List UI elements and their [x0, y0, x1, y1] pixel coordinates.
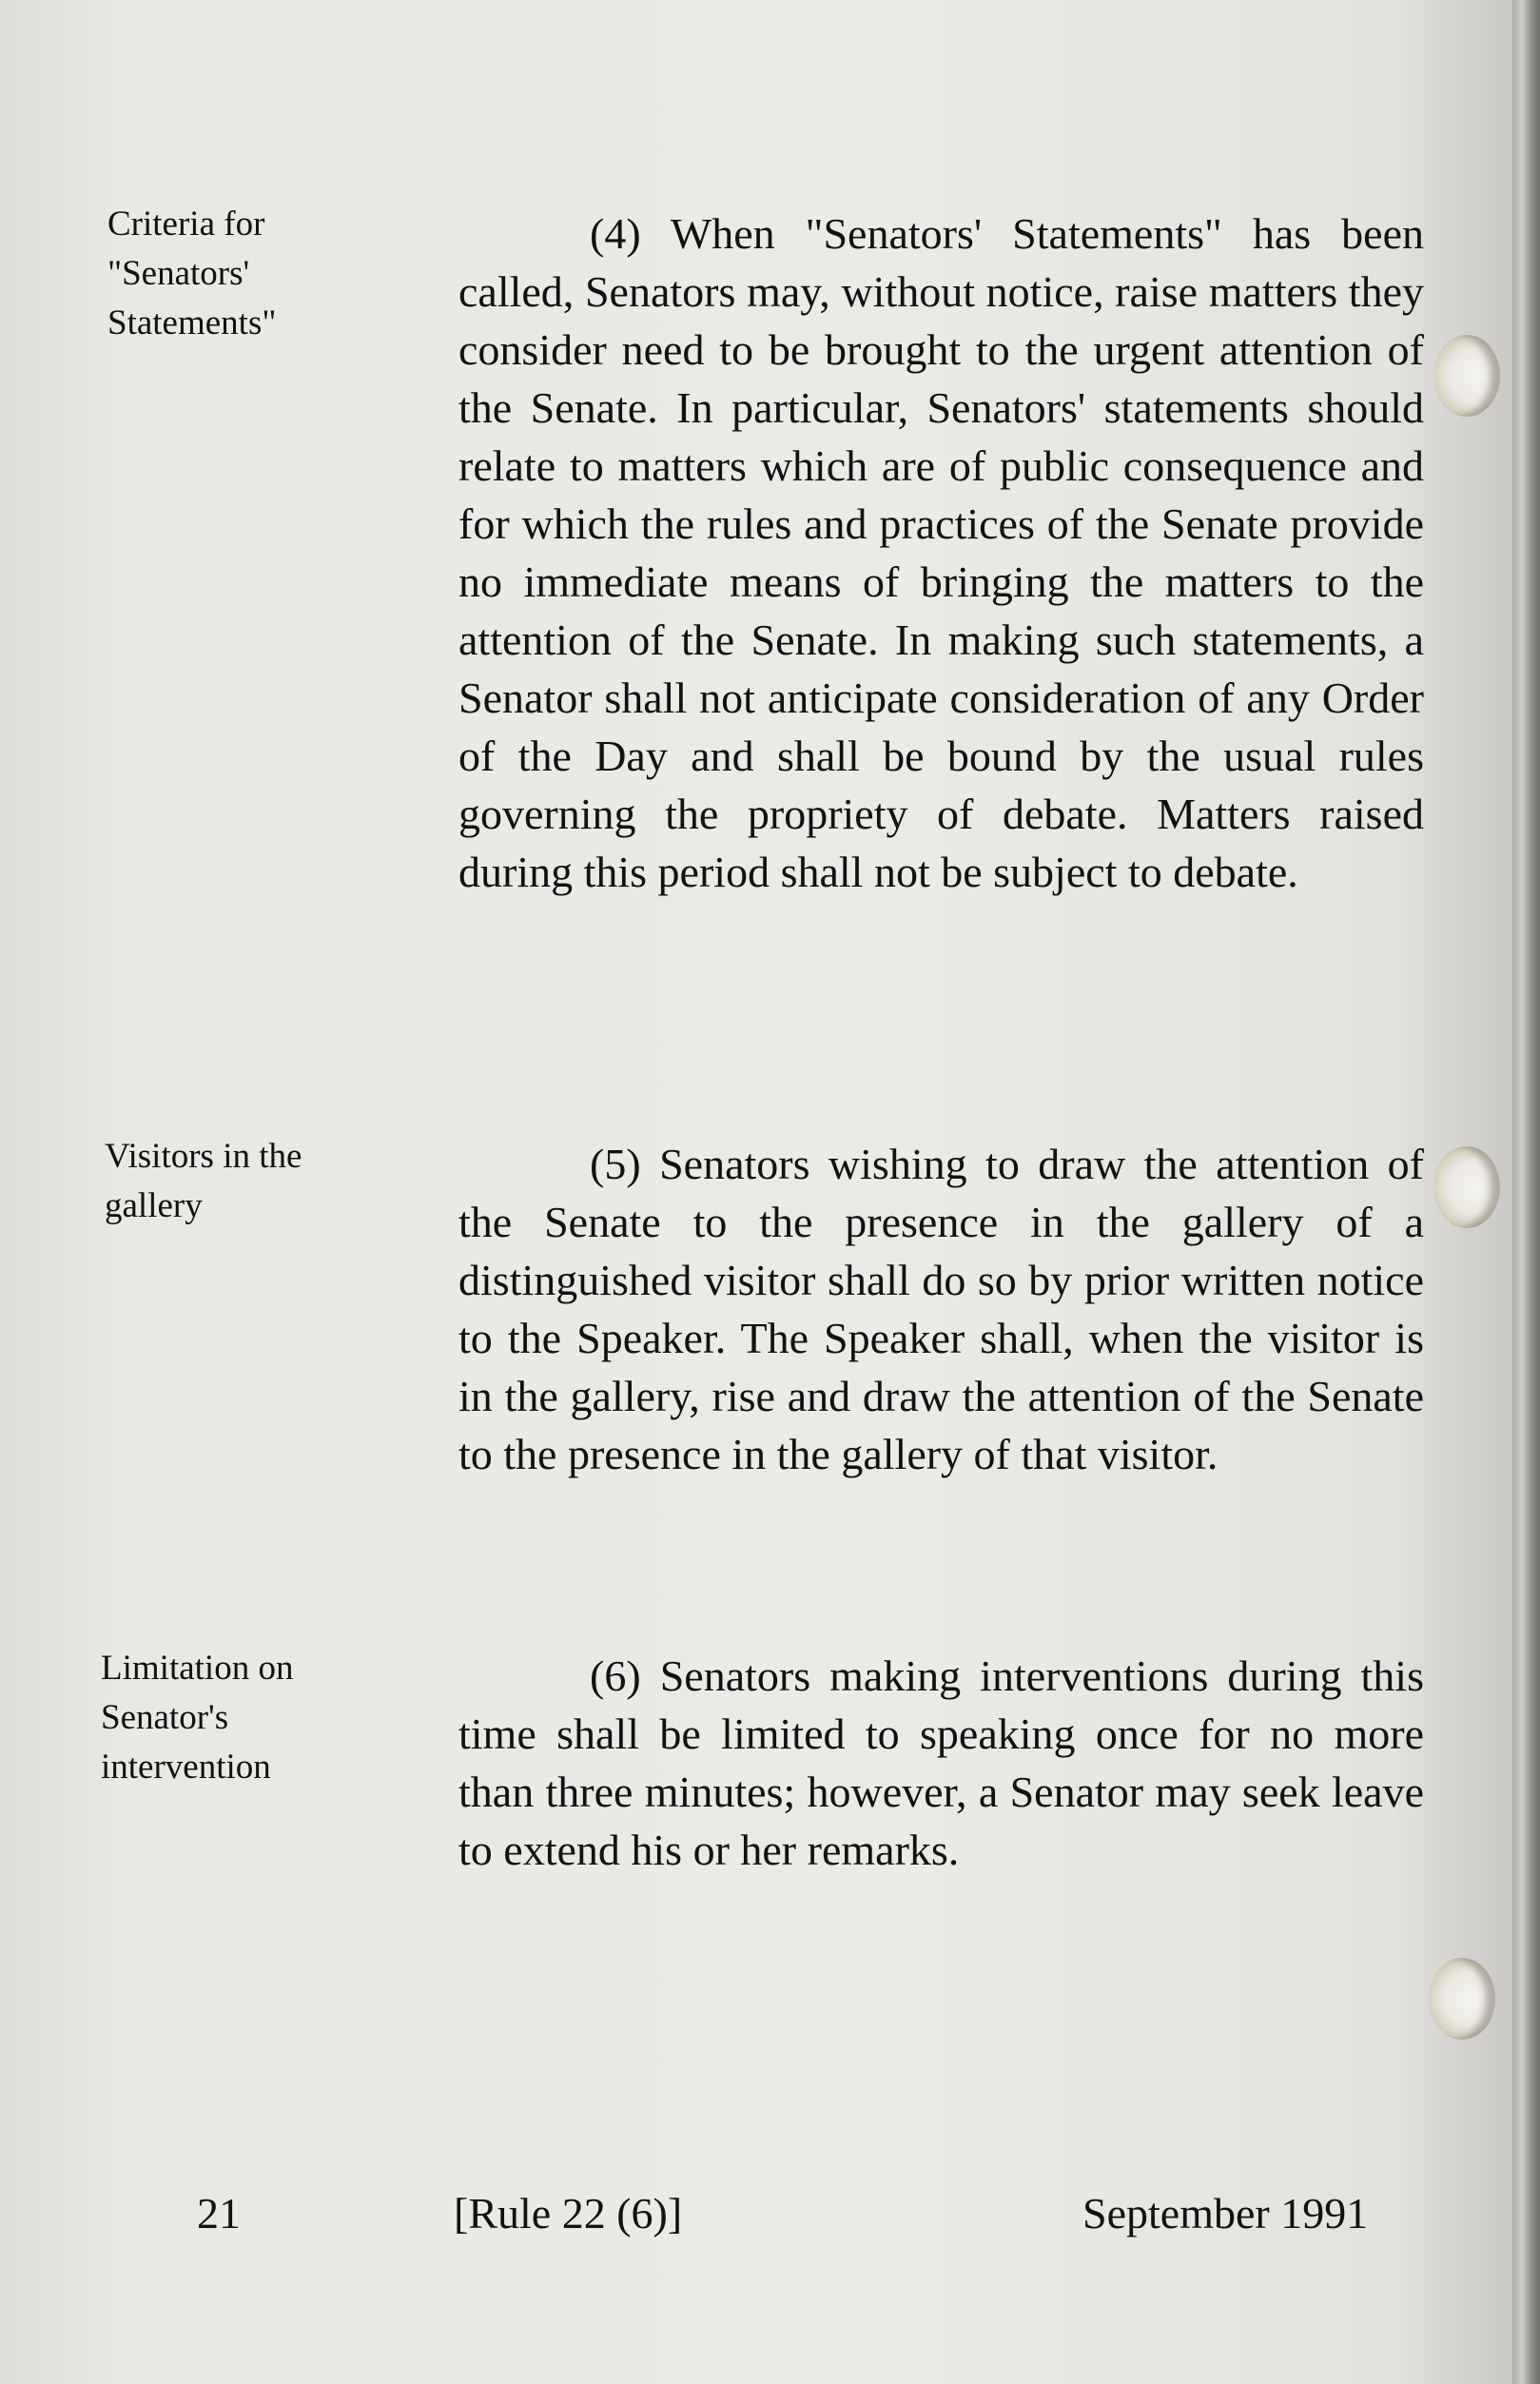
rule-reference: [Rule 22 (6)]: [454, 2189, 683, 2237]
paragraph-text: Senators wishing to draw the attention of the Senate to the presence in the gallery of a distinguished visitor shall do so by prior written notice to the Speaker. The Speaker shall, when the visitor is in the gallery, rise and draw the attention of the Senate to the presence in the gallery of that visitor.: [458, 1140, 1424, 1478]
binder-hole-icon: [1433, 335, 1500, 417]
paragraph-number: (6): [590, 1651, 641, 1700]
binder-hole-icon: [1433, 1146, 1500, 1228]
paragraph-number: (5): [590, 1140, 641, 1188]
binder-hole-icon: [1429, 1958, 1495, 2040]
margin-note-criteria: Criteria for "Senators' Statements": [107, 205, 277, 342]
paragraph-text: When "Senators' Statements" has been called, Senators may, without notice, raise matters they consider need to be brought to the urgent attention of the Senate. In particular, Senators' statements should relate to matters which are of public consequence and for which the rules and practices of the Senate provide no immediate means of bringing the matters to the attention of the Senate. In making such statements, a Senator shall not anticipate consideration of any Order of the Day and shall be bound by the usual rules governing the propriety of debate. Matters raised during this period shall not be subject to debate.: [458, 209, 1424, 896]
page-edge: [1512, 0, 1540, 2384]
margin-note-visitors: Visitors in the gallery: [105, 1137, 302, 1225]
paragraph-6: [458, 1647, 1424, 1879]
paragraph-5: [458, 1135, 1424, 1483]
paragraph-text: Senators making interventions during this time shall be limited to speaking once for no more than three minutes; however, a Senator may seek leave to extend his or her remarks.: [458, 1651, 1424, 1874]
page-number: 21: [197, 2189, 241, 2237]
footer-date: September 1991: [1082, 2189, 1369, 2237]
paragraph-number: (4): [590, 209, 641, 258]
margin-note-limitation: Limitation on Senator's intervention: [101, 1649, 294, 1787]
paragraph-4: [458, 205, 1424, 901]
